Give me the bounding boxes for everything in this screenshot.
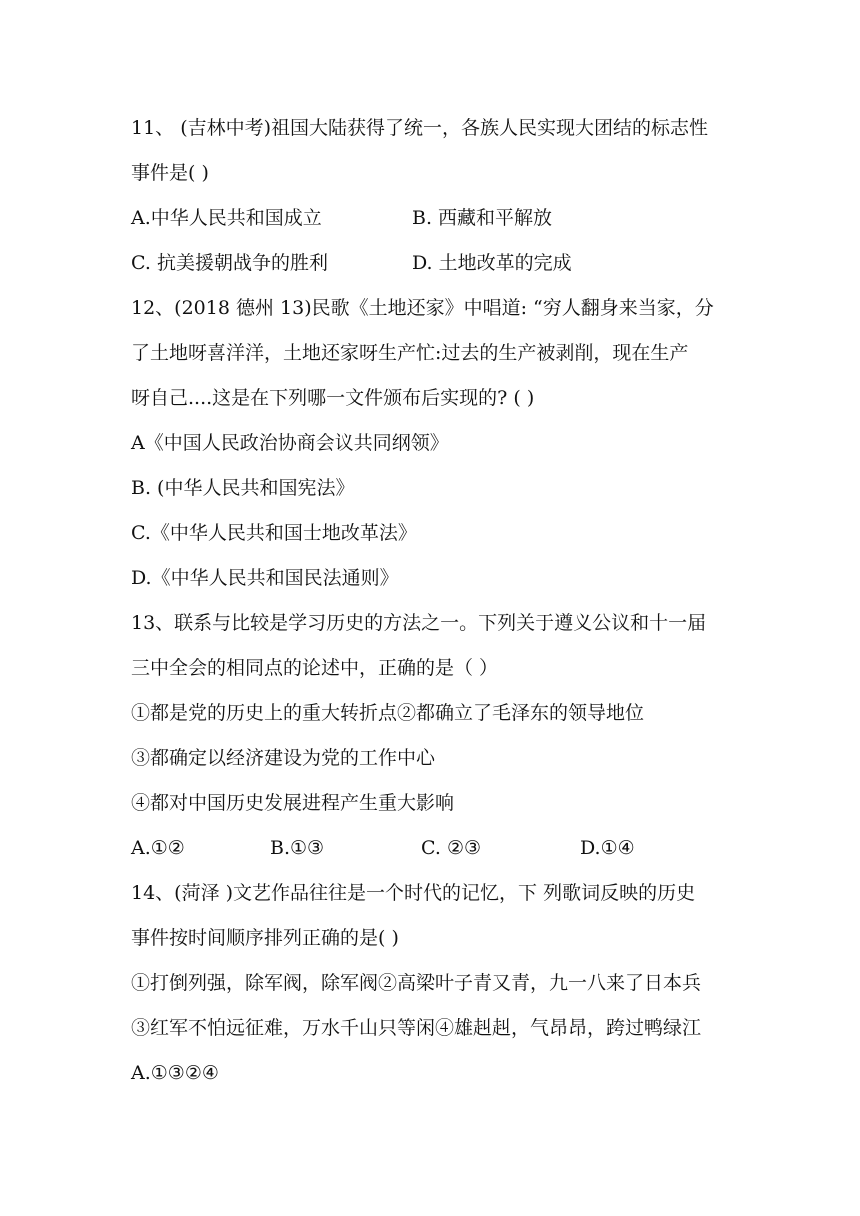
question-12-option-d: D.《中华人民共和国民法通则》 bbox=[131, 567, 399, 589]
question-13-line-1: 13、联系与比较是学习历史的方法之一。下列关于遵义公议和十一届 bbox=[131, 612, 707, 634]
question-11-line-2: 事件是( ) bbox=[131, 162, 209, 184]
question-14-lyric-1-2: ①打倒列强，除军阀，除军阀②高梁叶子青又青，九一八来了日本兵 bbox=[131, 972, 702, 994]
question-12-option-c: C.《中华人民共和国士地改革法》 bbox=[131, 522, 417, 544]
question-11-line-1: 11、 (吉林中考)祖国大陆获得了统一，各族人民实现大团结的标志性 bbox=[131, 117, 709, 139]
question-13-statement-3: ③都确定以经济建设为党的工作中心 bbox=[131, 747, 436, 769]
question-11-option-d: D. 土地改革的完成 bbox=[412, 252, 572, 274]
question-13-statement-4: ④都对中国历史发展进程产生重大影响 bbox=[131, 792, 455, 814]
question-11-option-b: B. 西藏和平解放 bbox=[412, 207, 553, 229]
question-13-option-b: B.①③ bbox=[270, 837, 325, 859]
question-14-lyric-3-4: ③红军不怕远征难，万水千山只等闲④雄赳赳，气昂昂，跨过鸭绿江 bbox=[131, 1017, 702, 1039]
question-13-statement-1-2: ①都是党的历史上的重大转折点②都确立了毛泽东的领导地位 bbox=[131, 702, 645, 724]
question-12-option-b: B. (中华人民共和国宪法》 bbox=[131, 477, 355, 499]
question-11-option-c: C. 抗美援朝战争的胜利 bbox=[131, 252, 328, 274]
question-12-line-2: 了土地呀喜洋洋，土地还家呀生产忙:过去的生产被剥削，现在生产 bbox=[131, 342, 689, 364]
question-14-line-1: 14、(菏泽 )文艺作品往往是一个时代的记忆，下 列歌词反映的历史 bbox=[131, 882, 696, 904]
question-13-line-2: 三中全会的相同点的论述中，正确的是（ ） bbox=[131, 657, 499, 679]
question-13-option-a: A.①② bbox=[131, 837, 185, 859]
question-13-option-d: D.①④ bbox=[580, 837, 635, 859]
question-11-option-a: A.中华人民共和国成立 bbox=[131, 207, 322, 229]
question-12-line-3: 呀自己....这是在下列哪一文件颁布后实现的? ( ) bbox=[131, 387, 535, 409]
question-12-line-1: 12、(2018 德州 13)民歌《土地还家》中唱道: “穷人翻身来当家，分 bbox=[131, 297, 714, 319]
question-13-option-c: C. ②③ bbox=[421, 837, 482, 859]
question-12-option-a: A《中国人民政治协商会议共同纲领》 bbox=[131, 432, 449, 454]
question-14-option-a: A.①③②④ bbox=[131, 1062, 219, 1084]
question-14-line-2: 事件按时间顺序排列正确的是( ) bbox=[131, 927, 399, 949]
